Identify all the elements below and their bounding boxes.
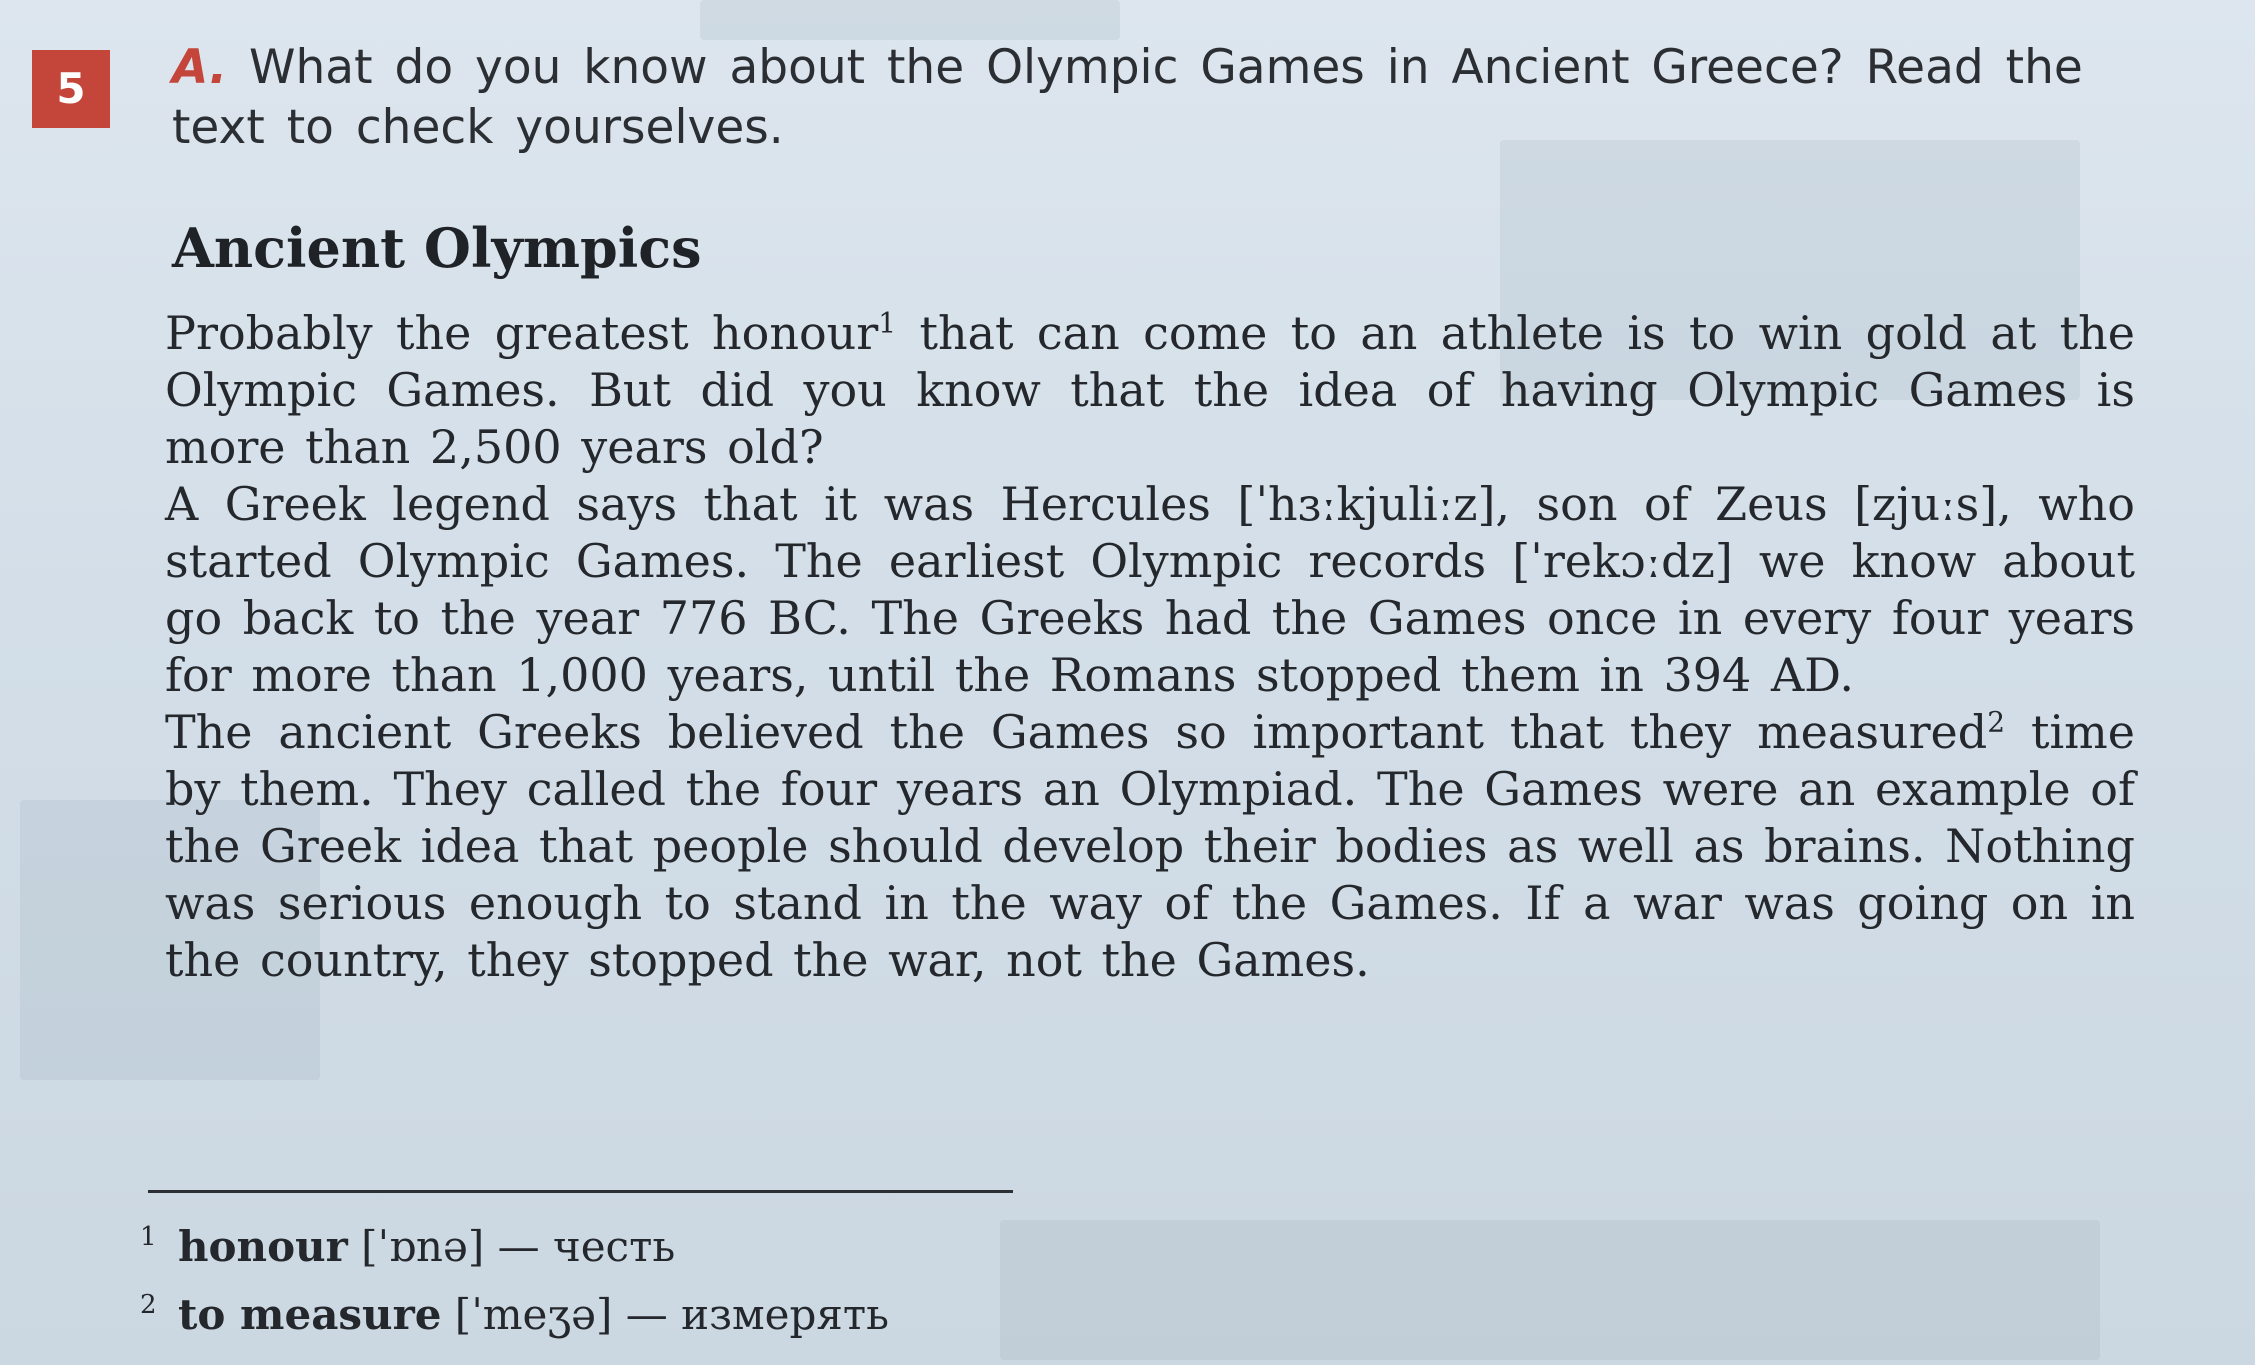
footnote-dash: — — [612, 1290, 682, 1339]
footnote-term: to measure — [178, 1290, 442, 1339]
paragraph — [165, 476, 2135, 704]
paragraph-text: A Greek legend says that it was Hercules [ˈhɜːkjuliːz], son of Zeus [zjuːs], who started Olympic Games. The earliest Olympic records [ˈrekɔːdz] we know about go back to the year 776 BC. The Greeks had the Games once in every four years for more than 1,000 years, until the Romans stopped them in 394 AD. — [165, 477, 2135, 702]
footnote-translation: честь — [552, 1222, 676, 1271]
footnote-mark: 1 — [878, 306, 897, 340]
article-title: Ancient Olympics — [172, 216, 702, 280]
footnote-number: 1 — [140, 1222, 157, 1252]
task-letter: A. — [172, 40, 228, 95]
paragraph-text: Probably the greatest honour — [165, 306, 879, 360]
paragraph-text: that can come to an athlete is to win gold at the Olympic Games. But did you know that the idea of having Olympic Games is more than 2,500 years old? — [165, 306, 2135, 474]
footnotes — [140, 1208, 889, 1344]
article-body — [165, 305, 2135, 989]
show-through-shadow — [700, 0, 1120, 40]
footnote-dash: — — [484, 1222, 553, 1271]
footnote — [140, 1276, 889, 1344]
paragraph — [165, 305, 2135, 476]
footnote-translation: измерять — [681, 1290, 889, 1339]
footnote-mark: 2 — [1987, 705, 2006, 739]
footnote-transcription: [ˈɒnə] — [347, 1222, 485, 1271]
footnote-divider — [148, 1190, 1013, 1193]
show-through-shadow — [1000, 1220, 2100, 1360]
footnote-number: 2 — [140, 1290, 157, 1320]
footnote-term: honour — [178, 1222, 348, 1271]
paragraph-text: time by them. They called the four years an Olympiad. The Games were an example of the Greek idea that people should develop their bodies as well as brains. Nothing was serious enough to stand in the way of the Games. If a war was going on in the country, they stopped the war, not the Games. — [165, 705, 2136, 987]
task-instruction — [172, 38, 2142, 158]
task-text: What do you know about the Olympic Games in Ancient Greece? Read the text to check yourselves. — [172, 40, 2083, 155]
footnote-transcription: [ˈmeʒə] — [441, 1290, 613, 1339]
paragraph-text: The ancient Greeks believed the Games so important that they measured — [165, 705, 1988, 759]
paragraph — [165, 704, 2135, 989]
exercise-number-badge: 5 — [32, 50, 110, 128]
footnote — [140, 1208, 889, 1276]
